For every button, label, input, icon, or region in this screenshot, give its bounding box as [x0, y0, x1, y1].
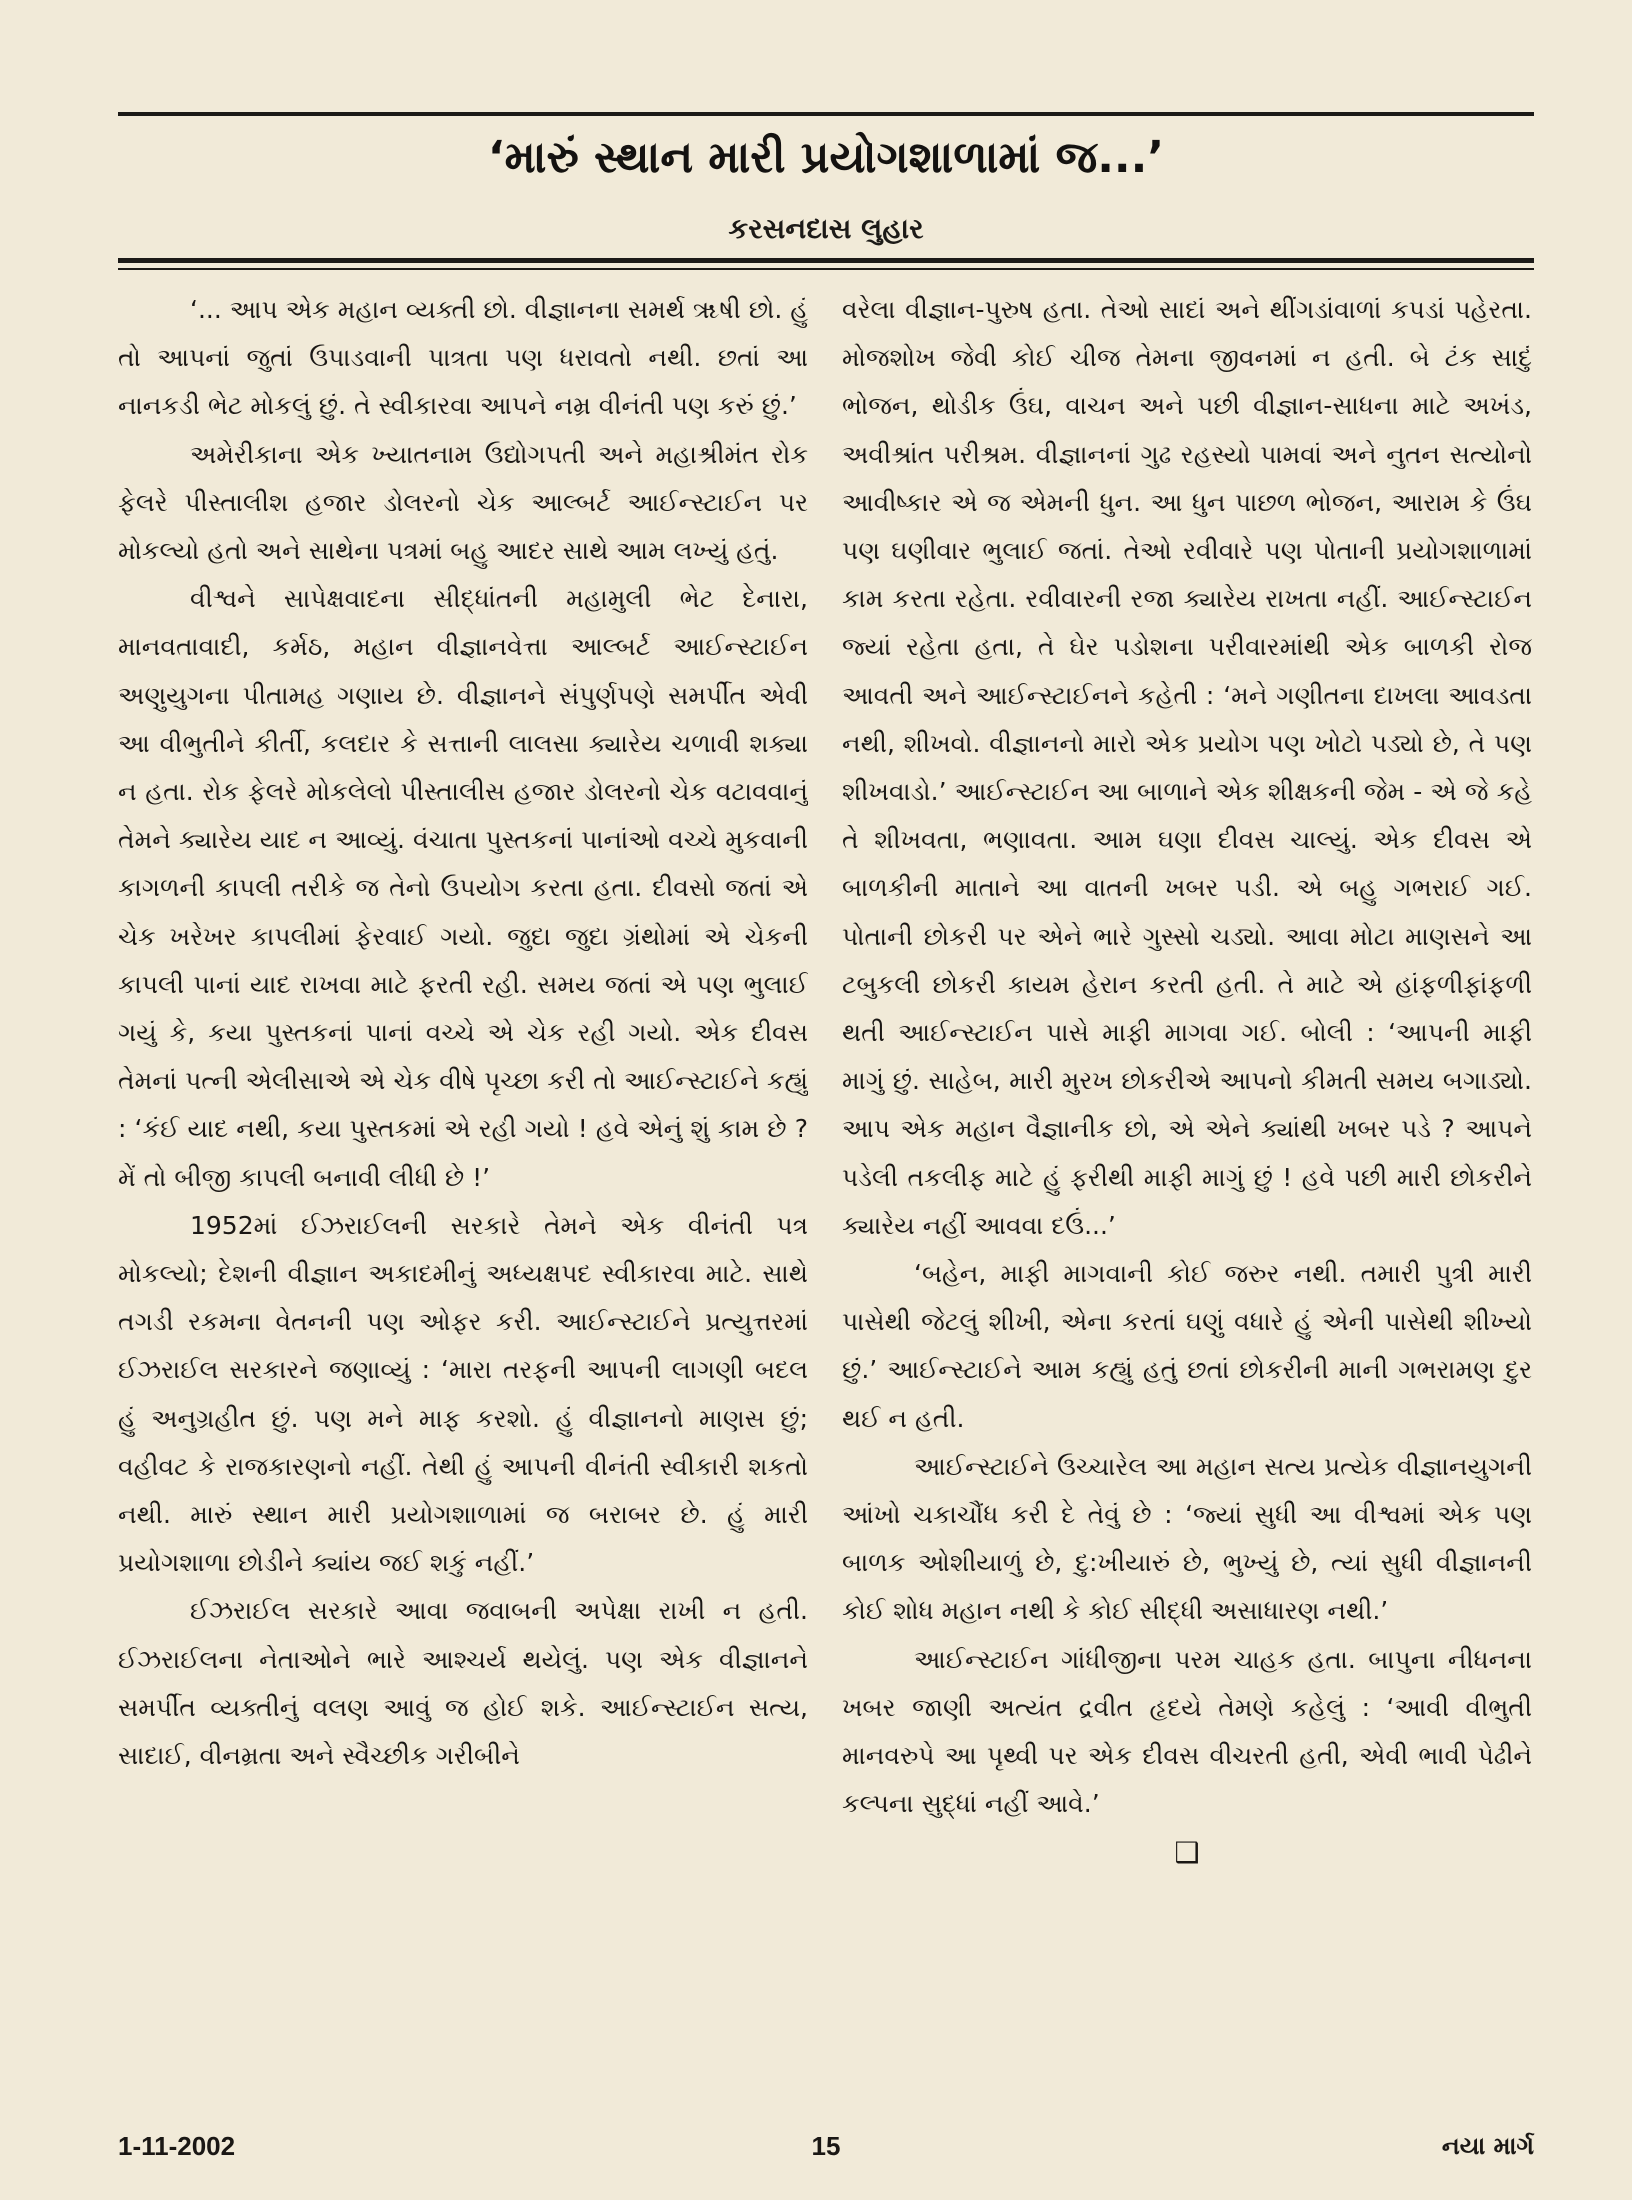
page-footer — [118, 2126, 1534, 2166]
header-rule-thick — [118, 258, 1534, 263]
article-title: ‘મારું સ્થાન મારી પ્રયોગશાળામાં જ...’ — [487, 132, 1165, 183]
left-column — [118, 286, 808, 2091]
issue-date: 1-11-2002 — [118, 2131, 236, 2161]
header-rule-thin — [118, 268, 1534, 270]
top-rule — [118, 112, 1534, 116]
article-author: કરસનદાસ લુહાર — [728, 212, 924, 245]
paragraph: ‘... આપ એક મહાન વ્યક્તી છો. વીજ્ઞાનના સમર્થ ૠષી છો. હું તો આપનાં જુતાં ઉપાડવાની પાત્રતા પણ ધરાવતો નથી. છતાં આ નાનકડી ભેટ મોકલું છું. તે સ્વીકારવા આપને નમ્ર વીનંતી પણ કરું છું.’ — [118, 295, 808, 421]
paragraph: આઈન્સ્ટાઈન ગાંધીજીના પરમ ચાહક હતા. બાપુના નીધનના ખબર જાણી અત્યંત દ્રવીત હૃદયે તેમણે કહેલું : ‘આવી વીભુતી માનવરુપે આ પૃથ્વી પર એક દીવસ વીચરતી હતી, એવી ભાવી પેઢીને કલ્પના સુદ્ધાં નહીં આવે.’ — [842, 1644, 1532, 1819]
paragraph: આઈન્સ્ટાઈને ઉચ્ચારેલ આ મહાન સત્ય પ્રત્યેક વીજ્ઞાનયુગની આંખો ચકાચૌંધ કરી દે તેવું છે : ‘જ્યાં સુધી આ વીશ્વમાં એક પણ બાળક ઓશીયાળું છે, દુ:ખીયારું છે, ભુખ્યું છે, ત્યાં સુધી વીજ્ઞાનની કોઈ શોધ મહાન નથી કે કોઈ સીદ્ધી અસાધારણ નથી.’ — [842, 1451, 1532, 1626]
right-column — [842, 286, 1532, 2091]
paragraph: અમેરીકાના એક ખ્યાતનામ ઉદ્યોગપતી અને મહાશ્રીમંત રોક ફેલરે પીસ્તાલીશ હજાર ડોલરનો ચેક આલ્બર્ટ આઈન્સ્ટાઈન પર મોકલ્યો હતો અને સાથેના પત્રમાં બહુ આદર સાથે આમ લખ્યું હતું. — [118, 439, 808, 566]
end-mark-icon: ❑ — [1174, 1835, 1200, 1869]
magazine-name: નયા માર્ગ — [1441, 2132, 1534, 2160]
page-number: 15 — [811, 2131, 841, 2161]
paragraph: ‘બહેન, માફી માગવાની કોઈ જરુર નથી. તમારી પુત્રી મારી પાસેથી જેટલું શીખી, એના કરતાં ઘણું વધારે હું એની પાસેથી શીખ્યો છું.’ આઈન્સ્ટાઈને આમ કહ્યું હતું છતાં છોકરીની માની ગભરામણ દુર થઈ ન હતી. — [842, 1259, 1532, 1433]
paragraph: વરેલા વીજ્ઞાન-પુરુષ હતા. તેઓ સાદાં અને થીંગડાંવાળાં કપડાં પહેરતા. મોજશોખ જેવી કોઈ ચીજ તેમના જીવનમાં ન હતી. બે ટંક સાદું ભોજન, થોડીક ઉંઘ, વાચન અને પછી વીજ્ઞાન-સાધના માટે અખંડ, અવીશ્રાંત પરીશ્રમ. વીજ્ઞાનનાં ગુઢ રહસ્યો પામવાં અને નુતન સત્યોનો આવીષ્કાર એ જ એમની ધુન. આ ધુન પાછળ ભોજન, આરામ કે ઉંઘ પણ ઘણીવાર ભુલાઈ જતાં. તેઓ રવીવારે પણ પોતાની પ્રયોગશાળામાં કામ કરતા રહેતા. રવીવારની રજા ક્યારેય રાખતા નહીં. આઈન્સ્ટાઈન જ્યાં રહેતા હતા, તે ઘેર પડોશના પરીવારમાંથી એક બાળકી રોજ આવતી અને આઈન્સ્ટાઈનને કહેતી : ‘મને ગણીતના દાખલા આવડતા નથી, શીખવો. વીજ્ઞાનનો મારો એક પ્રયોગ પણ ખોટો પડ્યો છે, તે પણ શીખવાડો.’ આઈન્સ્ટાઈન આ બાળાને એક શીક્ષકની જેમ - એ જે કહે તે શીખવતા, ભણાવતા. આમ ઘણા દીવસ ચાલ્યું. એક દીવસ એ બાળકીની માતાને આ વાતની ખબર પડી. એ બહુ ગભરાઈ ગઈ. પોતાની છોકરી પર એને ભારે ગુસ્સો ચડ્યો. આવા મોટા માણસને આ ટબુકલી છોકરી કાયમ હેરાન કરતી હતી. તે માટે એ હાંફળીફાંફળી થતી આઈન્સ્ટાઈન પાસે માફી માગવા ગઈ. બોલી : ‘આપની માફી માગું છું. સાહેબ, મારી મુરખ છોકરીએ આપનો કીમતી સમય બગાડ્યો. આપ એક મહાન વૈજ્ઞાનીક છો, એ એને ક્યાંથી ખબર પડે ? આપને પડેલી તકલીફ માટે હું ફરીથી માફી માગું છું ! હવે પછી મારી છોકરીને ક્યારેય નહીં આવવા દઉં...’ — [842, 295, 1532, 1240]
paragraph: ઈઝરાઈલ સરકારે આવા જવાબની અપેક્ષા રાખી ન હતી. ઈઝરાઈલના નેતાઓને ભારે આશ્ચર્ય થયેલું. પણ એક વીજ્ઞાનને સમર્પીત વ્યક્તીનું વલણ આવું જ હોઈ શકે. આઈન્સ્ટાઈન સત્ય, સાદાઈ, વીનમ્રતા અને સ્વૈચ્છીક ગરીબીને — [118, 1596, 808, 1771]
paragraph: 1952માં ઈઝરાઈલની સરકારે તેમને એક વીનંતી પત્ર મોકલ્યો; દેશની વીજ્ઞાન અકાદમીનું અધ્યક્ષપદ સ્વીકારવા માટે. સાથે તગડી રકમના વેતનની પણ ઓફર કરી. આઈન્સ્ટાઈને પ્રત્યુત્તરમાં ઈઝરાઈલ સરકારને જણાવ્યું : ‘મારા તરફની આપની લાગણી બદલ હું અનુગ્રહીત છું. પણ મને માફ કરશો. હું વીજ્ઞાનનો માણસ છું; વહીવટ કે રાજકારણનો નહીં. તેથી હું આપની વીનંતી સ્વીકારી શકતો નથી. મારું સ્થાન મારી પ્રયોગશાળામાં જ બરાબર છે. હું મારી પ્રયોગશાળા છોડીને ક્યાંય જઈ શકું નહીં.’ — [118, 1210, 808, 1578]
paragraph: વીશ્વને સાપેક્ષવાદના સીદ્ધાંતની મહામુલી ભેટ દેનારા, માનવતાવાદી, કર્મઠ, મહાન વીજ્ઞાનવેત્તા આલ્બર્ટ આઈન્સ્ટાઈન અણુયુગના પીતામહ ગણાય છે. વીજ્ઞાનને સંપુર્ણપણે સમર્પીત એવી આ વીભુતીને કીર્તી, કલદાર કે સત્તાની લાલસા ક્યારેય ચળાવી શક્યા ન હતા. રોક ફેલરે મોકલેલો પીસ્તાલીસ હજાર ડોલરનો ચેક વટાવવાનું તેમને ક્યારેય યાદ ન આવ્યું. વંચાતા પુસ્તકનાં પાનાંઓ વચ્ચે મુકવાની કાગળની કાપલી તરીકે જ તેનો ઉપયોગ કરતા હતા. દીવસો જતાં એ ચેક ખરેખર કાપલીમાં ફેરવાઈ ગયો. જુદા જુદા ગ્રંથોમાં એ ચેકની કાપલી પાનાં યાદ રાખવા માટે ફરતી રહી. સમય જતાં એ પણ ભુલાઈ ગયું કે, કયા પુસ્તકનાં પાનાં વચ્ચે એ ચેક રહી ગયો. એક દીવસ તેમનાં પત્ની એલીસાએ એ ચેક વીષે પૃચ્છા કરી તો આઈન્સ્ટાઈને કહ્યું : ‘કંઈ યાદ નથી, કયા પુસ્તકમાં એ રહી ગયો ! હવે એનું શું કામ છે ? મેં તો બીજી કાપલી બનાવી લીધી છે !’ — [118, 584, 808, 1192]
